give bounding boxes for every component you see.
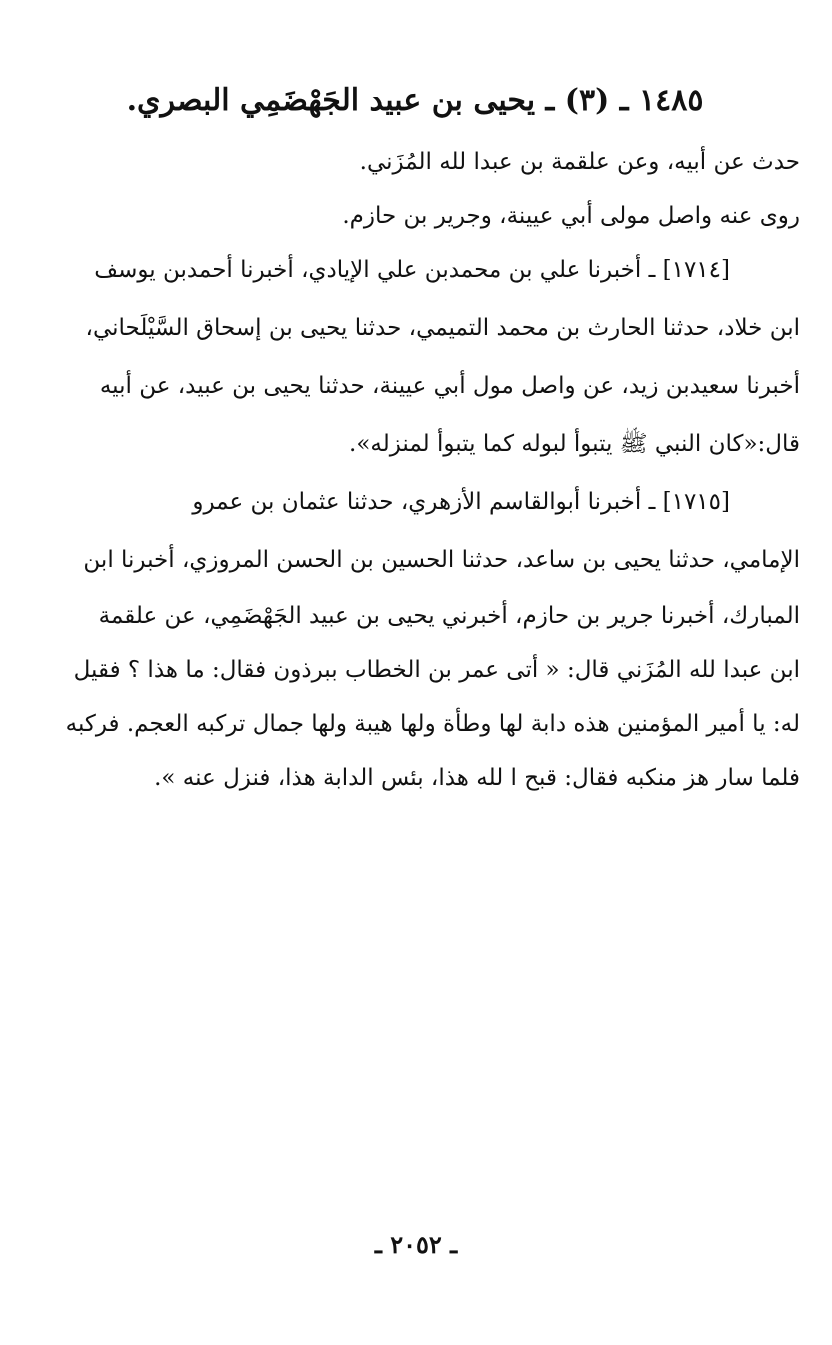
hadith-1714-line-2: ابن خلاد، حدثنا الحارث بن محمد التميمي، حدثنا يحيى بن إسحاق السَّيْلَحاني،: [85, 315, 800, 341]
hadith-1714-line-1: [١٧١٤] ـ أخبرنا علي بن محمدبن علي الإيادي، أخبرنا أحمدبن يوسف: [94, 257, 730, 283]
page-number: ـ ٢٠٥٢ ـ: [374, 1230, 458, 1259]
hadith-1715-line-4: ابن عبدا لله المُزَني قال: « أتى عمر بن الخطاب ببرذون فقال: ما هذا ؟ فقيل: [73, 657, 800, 683]
bio-line-1: حدث عن أبيه، وعن علقمة بن عبدا لله المُزَني.: [359, 149, 800, 175]
entry-title: ١٤٨٥ ـ (٣) ـ يحيى بن عبيد الجَهْضَمِي البصري.: [126, 83, 704, 118]
hadith-1715-line-6: فلما سار هز منكبه فقال: قبح ا لله هذا، بئس الدابة هذا، فنزل عنه ».: [154, 765, 800, 791]
hadith-1715-line-2: الإمامي، حدثنا يحيى بن ساعد، حدثنا الحسين بن الحسن المروزي، أخبرنا ابن: [83, 547, 800, 573]
hadith-1715-line-1: [١٧١٥] ـ أخبرنا أبوالقاسم الأزهري، حدثنا عثمان بن عمرو: [192, 489, 730, 515]
hadith-1715-line-5: له: يا أمير المؤمنين هذه دابة لها وطأة ولها هيبة ولها جمال تركبه العجم. فركبه: [65, 711, 800, 737]
hadith-1714-line-3: أخبرنا سعيدبن زيد، عن واصل مول أبي عيينة، حدثنا يحيى بن عبيد، عن أبيه: [99, 373, 800, 399]
hadith-1715-line-3: المبارك، أخبرنا جرير بن حازم، أخبرني يحيى بن عبيد الجَهْضَمِي، عن علقمة: [98, 603, 800, 629]
bio-line-2: روى عنه واصل مولى أبي عيينة، وجرير بن حازم.: [342, 203, 800, 229]
hadith-1714-line-4: قال:«كان النبي ﷺ يتبوأ لبوله كما يتبوأ لمنزله».: [349, 431, 800, 457]
